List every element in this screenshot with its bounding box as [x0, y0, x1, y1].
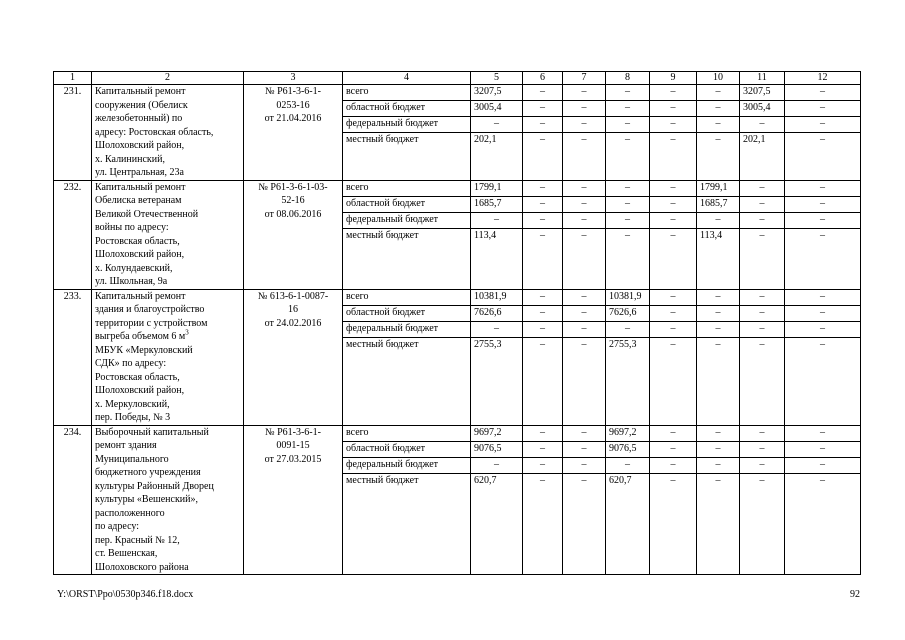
budget-source-label: всего: [343, 426, 470, 442]
column-header: 5: [471, 72, 523, 85]
amount-value: –: [650, 290, 696, 306]
amount-value: 202,1: [743, 134, 766, 145]
amount-value: 9697,2: [606, 426, 649, 442]
object-volume: выгреба объемом 6 м: [95, 331, 186, 342]
amount-value: –: [471, 322, 522, 338]
budget-source-label: местный бюджет: [346, 134, 419, 145]
amount-value: 3207,5: [471, 85, 522, 101]
amount-cell: [606, 425, 650, 575]
amount-value: –: [581, 134, 587, 145]
amount-value: –: [785, 197, 860, 213]
amount-cell: [650, 180, 697, 289]
amount-value: –: [606, 101, 649, 117]
footer-page-number: 92: [850, 589, 860, 600]
amount-cell: [471, 425, 523, 575]
amount-value: –: [650, 117, 696, 133]
amount-value: –: [523, 181, 562, 197]
amount-cell: [785, 85, 861, 181]
amount-value: –: [670, 474, 676, 486]
amount-value: –: [471, 213, 522, 229]
amount-cell: [697, 85, 740, 181]
column-header: 6: [523, 72, 563, 85]
amount-value: –: [820, 134, 825, 145]
row-number: 233.: [54, 289, 92, 425]
object-line: Капитальный ремонт: [95, 290, 186, 302]
budget-source-label: местный бюджет: [346, 229, 419, 241]
amount-value: –: [563, 197, 605, 213]
amount-value: 113,4: [474, 229, 497, 241]
amount-value: –: [820, 229, 825, 241]
amount-value: –: [606, 117, 649, 133]
amount-value: –: [540, 134, 545, 145]
amount-value: –: [563, 213, 605, 229]
amount-value: –: [523, 85, 562, 101]
amount-value: 3207,5: [740, 85, 784, 101]
amount-value: –: [697, 290, 739, 306]
table-row: [54, 425, 861, 575]
amount-value: –: [523, 117, 562, 133]
amount-value: –: [540, 474, 545, 486]
column-number-row: [54, 72, 861, 85]
amount-cell: [740, 289, 785, 425]
column-header: 1: [54, 72, 92, 85]
column-header: 7: [563, 72, 606, 85]
amount-cell: [563, 425, 606, 575]
amount-value: –: [650, 85, 696, 101]
amount-cell: [606, 85, 650, 181]
column-header: 3: [244, 72, 343, 85]
amount-value: –: [650, 322, 696, 338]
amount-value: 9697,2: [471, 426, 522, 442]
budget-source-label: всего: [343, 290, 470, 306]
amount-value: –: [740, 442, 784, 458]
amount-value: –: [563, 426, 605, 442]
amount-value: –: [697, 458, 739, 474]
amount-cell: [523, 425, 563, 575]
amount-value: –: [697, 85, 739, 101]
amount-cell: [785, 425, 861, 575]
object-description: [92, 289, 244, 425]
budget-source-label: всего: [343, 181, 470, 197]
amount-cell: [523, 289, 563, 425]
amount-value: –: [471, 117, 522, 133]
amount-value: –: [581, 229, 587, 241]
amount-cell: [523, 180, 563, 289]
amount-value: 1799,1: [471, 181, 522, 197]
amount-value: –: [563, 458, 605, 474]
amount-value: –: [759, 229, 765, 241]
amount-value: –: [650, 101, 696, 117]
amount-value: –: [697, 213, 739, 229]
amount-value: –: [670, 134, 676, 145]
amount-value: –: [523, 458, 562, 474]
amount-value: –: [625, 134, 630, 145]
amount-value: –: [563, 85, 605, 101]
amount-value: –: [785, 85, 860, 101]
table-row: [54, 289, 861, 425]
object-description: Капитальный ремонт Обелиска ветеранам Великой Отечественной войны по адресу: Ростовская область, Шолоховский район, х. Колундаевский, ул. Школьная, 9а: [92, 180, 244, 289]
amount-value: –: [523, 101, 562, 117]
amount-cell: [785, 289, 861, 425]
amount-cell: [563, 85, 606, 181]
amount-value: –: [670, 229, 676, 241]
budget-source-label: местный бюджет: [346, 338, 419, 350]
amount-value: –: [581, 474, 587, 486]
permit-document: № Р61-3-6-1- 0091-15 от 27.03.2015: [244, 425, 343, 575]
amount-value: –: [606, 322, 649, 338]
amount-value: –: [740, 426, 784, 442]
amount-value: –: [759, 338, 765, 350]
amount-value: –: [785, 117, 860, 133]
object-description: Капитальный ремонт сооружения (Обелиск железобетонный) по адресу: Ростовская область, Шолоховский район, х. Калининский, ул. Центральная, 23а: [92, 85, 244, 181]
amount-value: –: [563, 181, 605, 197]
row-number: 234.: [54, 425, 92, 575]
amount-value: –: [581, 338, 587, 350]
amount-value: 3005,4: [471, 101, 522, 117]
amount-value: 3005,4: [740, 101, 784, 117]
budget-source-cell: [343, 425, 471, 575]
amount-value: 1799,1: [697, 181, 739, 197]
amount-value: –: [785, 101, 860, 117]
object-description: Выборочный капитальный ремонт здания Муниципального бюджетного учреждения культуры Районный Дворец культуры «Вешенский», расположенного по адресу: пер. Красный № 12, ст. Вешенская, Шолоховского района: [92, 425, 244, 575]
amount-cell: [523, 85, 563, 181]
amount-value: –: [740, 290, 784, 306]
amount-value: 10381,9: [471, 290, 522, 306]
amount-cell: [697, 289, 740, 425]
amount-value: 620,7: [609, 474, 632, 486]
appendix-table: [53, 71, 861, 575]
amount-cell: [471, 289, 523, 425]
budget-source-label: всего: [343, 85, 470, 101]
budget-source-cell: [343, 85, 471, 181]
amount-value: –: [785, 322, 860, 338]
amount-value: –: [563, 322, 605, 338]
amount-value: 2755,3: [474, 338, 502, 350]
amount-value: 620,7: [474, 474, 497, 486]
budget-source-label: областной бюджет: [343, 306, 470, 322]
amount-value: –: [650, 458, 696, 474]
amount-value: –: [606, 458, 649, 474]
column-header: 4: [343, 72, 471, 85]
amount-value: –: [697, 322, 739, 338]
amount-value: –: [606, 181, 649, 197]
amount-value: –: [650, 197, 696, 213]
amount-value: –: [606, 213, 649, 229]
amount-cell: [606, 289, 650, 425]
amount-value: 1685,7: [697, 197, 739, 213]
amount-value: –: [715, 134, 721, 145]
amount-value: –: [563, 101, 605, 117]
amount-cell: [563, 180, 606, 289]
budget-source-label: федеральный бюджет: [343, 458, 470, 474]
budget-source-label: федеральный бюджет: [343, 213, 470, 229]
column-header: 2: [92, 72, 244, 85]
amount-cell: [606, 180, 650, 289]
amount-cell: [740, 180, 785, 289]
amount-value: –: [606, 85, 649, 101]
amount-cell: [697, 425, 740, 575]
amount-value: 1685,7: [471, 197, 522, 213]
row-number: 232.: [54, 180, 92, 289]
amount-value: 7626,6: [606, 306, 649, 322]
amount-value: –: [759, 474, 765, 486]
amount-cell: [697, 180, 740, 289]
amount-cell: [740, 425, 785, 575]
amount-value: –: [650, 426, 696, 442]
amount-value: –: [650, 442, 696, 458]
amount-value: –: [785, 290, 860, 306]
amount-value: –: [740, 213, 784, 229]
column-header: 12: [785, 72, 861, 85]
amount-cell: [785, 180, 861, 289]
column-header: 11: [740, 72, 785, 85]
row-number: 231.: [54, 85, 92, 181]
budget-source-label: областной бюджет: [343, 101, 470, 117]
amount-value: 10381,9: [606, 290, 649, 306]
amount-value: –: [650, 213, 696, 229]
amount-value: –: [785, 306, 860, 322]
column-header: 8: [606, 72, 650, 85]
budget-source-label: местный бюджет: [346, 474, 419, 486]
permit-document: № 613-6-1-0087- 16 от 24.02.2016: [244, 289, 343, 425]
amount-value: –: [785, 213, 860, 229]
amount-value: –: [540, 338, 545, 350]
amount-value: –: [740, 458, 784, 474]
amount-value: –: [523, 290, 562, 306]
amount-value: –: [540, 229, 545, 241]
table-row: [54, 85, 861, 181]
amount-value: –: [740, 197, 784, 213]
amount-cell: [471, 180, 523, 289]
amount-value: –: [523, 442, 562, 458]
amount-value: –: [697, 426, 739, 442]
cubic-superscript: 3: [185, 328, 189, 337]
object-line: здания и благоустройство: [95, 304, 205, 315]
amount-value: –: [563, 290, 605, 306]
amount-value: –: [650, 181, 696, 197]
amount-value: –: [523, 426, 562, 442]
amount-value: –: [740, 181, 784, 197]
amount-cell: [471, 85, 523, 181]
amount-value: –: [523, 306, 562, 322]
amount-value: –: [650, 306, 696, 322]
permit-document: № Р61-3-6-1-03- 52-16 от 08.06.2016: [244, 180, 343, 289]
amount-value: –: [697, 442, 739, 458]
budget-source-label: областной бюджет: [343, 197, 470, 213]
amount-cell: [563, 289, 606, 425]
amount-value: –: [785, 181, 860, 197]
amount-cell: [650, 85, 697, 181]
budget-source-cell: [343, 289, 471, 425]
footer-file-path: Y:\ORST\Ppo\0530p346.f18.docx: [57, 589, 194, 600]
column-header: 9: [650, 72, 697, 85]
budget-source-label: федеральный бюджет: [343, 117, 470, 133]
amount-value: 9076,5: [471, 442, 522, 458]
amount-value: –: [563, 442, 605, 458]
permit-document: № Р61-3-6-1- 0253-16 от 21.04.2016: [244, 85, 343, 181]
object-rest: МБУК «Меркуловский СДК» по адресу: Ростовская область, Шолоховский район, х. Меркуловский, пер. Победы, № 3: [95, 344, 193, 423]
amount-value: –: [785, 458, 860, 474]
amount-cell: [740, 85, 785, 181]
table-row: [54, 180, 861, 289]
amount-value: –: [785, 426, 860, 442]
amount-value: –: [740, 306, 784, 322]
amount-value: –: [697, 101, 739, 117]
amount-value: 9076,5: [606, 442, 649, 458]
amount-value: 202,1: [474, 134, 497, 145]
amount-value: 113,4: [700, 229, 723, 241]
amount-value: –: [471, 458, 522, 474]
amount-value: –: [670, 338, 676, 350]
amount-value: –: [697, 306, 739, 322]
amount-value: –: [820, 474, 825, 486]
column-header: 10: [697, 72, 740, 85]
amount-value: 2755,3: [609, 338, 637, 350]
amount-value: –: [697, 117, 739, 133]
amount-value: –: [523, 213, 562, 229]
amount-value: –: [523, 322, 562, 338]
budget-source-label: областной бюджет: [343, 442, 470, 458]
amount-value: –: [715, 338, 721, 350]
amount-value: –: [606, 197, 649, 213]
object-line: территории с устройством: [95, 317, 208, 329]
amount-value: –: [715, 474, 721, 486]
amount-cell: [650, 289, 697, 425]
amount-cell: [650, 425, 697, 575]
amount-value: –: [740, 117, 784, 133]
amount-value: –: [625, 229, 630, 241]
amount-value: –: [740, 322, 784, 338]
amount-value: –: [820, 338, 825, 350]
amount-value: –: [563, 117, 605, 133]
amount-value: –: [785, 442, 860, 458]
amount-value: –: [563, 306, 605, 322]
amount-value: –: [523, 197, 562, 213]
budget-source-label: федеральный бюджет: [343, 322, 470, 338]
budget-source-cell: [343, 180, 471, 289]
amount-value: 7626,6: [471, 306, 522, 322]
